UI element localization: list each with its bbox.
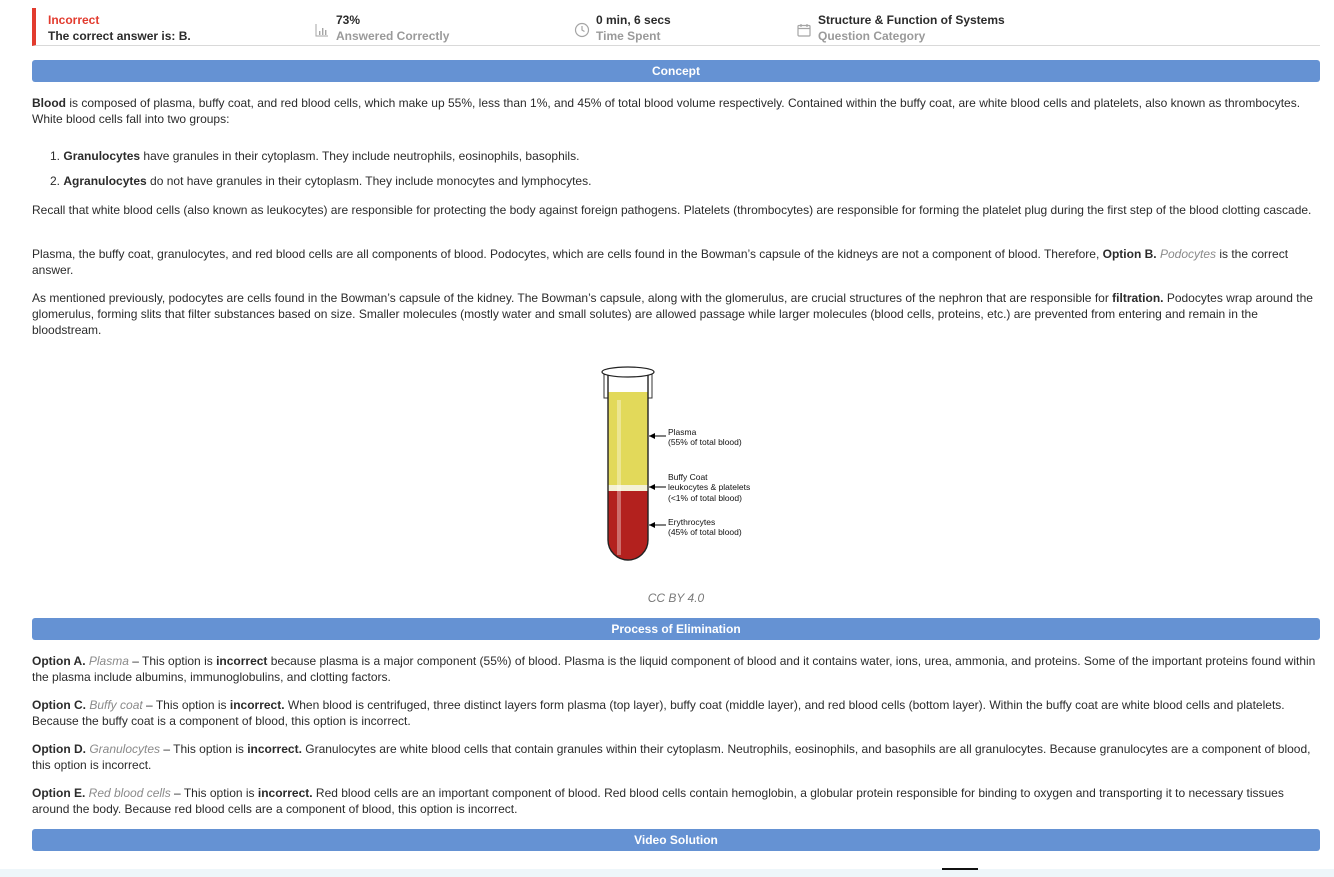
option-dash: – This option is [160, 742, 248, 756]
option-verdict: incorrect. [229, 698, 285, 712]
video-solution-header[interactable]: Video Solution [32, 829, 1320, 851]
option-dash: – This option is [170, 786, 258, 800]
concept-header: Concept [32, 60, 1320, 82]
option-label: Option E. [32, 786, 86, 800]
option-verdict: incorrect [216, 654, 268, 668]
option-text: When blood is centrifuged, three distinct layers form plasma (top layer), buffy coat (middle layer), and red blood cells (bottom layer). Within the buffy coat are white blood cells and platelets. Because the buffy coat is a component of blood, this option is incorrect. [32, 698, 1285, 728]
option-b-term: Option B. [1102, 247, 1157, 261]
result-stats-bar [32, 8, 1320, 46]
list-number: 2. [50, 174, 61, 188]
plasma-layer [608, 392, 648, 485]
list-number: 1. [50, 149, 61, 163]
correct-answer-text: The correct answer is: B. [48, 29, 191, 43]
option-dash: – This option is [128, 654, 217, 668]
clock-icon [574, 22, 590, 38]
option-label: Option A. [32, 654, 86, 668]
option-name: Buffy coat [86, 698, 143, 712]
option-text: Red blood cells are an important component of blood. Red blood cells contain hemoglobin, a globular protein responsible for binding to oxygen and transporting it to necessary tissues around the body. Because red blood cells are a component of blood, this option is incorrect. [32, 786, 1284, 816]
agranulocytes-term: Agranulocytes [63, 174, 147, 188]
option-label: Option D. [32, 742, 86, 756]
option-verdict: incorrect. [247, 742, 302, 756]
bottom-scroll-area [0, 869, 1334, 877]
tube-rim [602, 367, 654, 377]
concept-paragraph-1 [32, 95, 1320, 127]
option-dash: – This option is [142, 698, 230, 712]
blood-term: Blood [32, 96, 66, 110]
erythrocytes-label: Erythrocytes [668, 517, 716, 527]
option-text: because plasma is a major component (55%) of blood. Plasma is the liquid component of blood and it contains water, ions, urea, ammonia, and proteins. Some of the important proteins found within the plasma include albumins, immunoglobulins, and clotting factors. [32, 654, 1316, 684]
time-value: 0 min, 6 secs [596, 13, 671, 27]
list-item-agranulocytes [50, 173, 591, 189]
paragraph-text: is the correct answer. [32, 247, 1289, 277]
buffy-description: leukocytes & platelets [668, 482, 751, 492]
paragraph-text: As mentioned previously, podocytes are cells found in the Bowman’s capsule of the kidney. The Bowman’s capsule, along with the glomerulus, are crucial structures of the nephron that are responsible for [32, 291, 1113, 305]
pointer-arrowheads [649, 433, 655, 528]
result-label: Incorrect [48, 13, 100, 27]
erythrocyte-layer [608, 491, 648, 560]
plasma-label: Plasma [668, 427, 697, 437]
filtration-term: filtration. [1112, 291, 1164, 305]
option-verdict: incorrect. [257, 786, 313, 800]
paragraph-text: Podocytes wrap around the glomerulus, forming slits that filter substances based on size. Smaller molecules (mostly water and small solutes) are allowed passage while larger molecules (blood cells, proteins, etc.) are prevented from entering and remain in the bloodstream. [32, 291, 1313, 337]
percent-correct-stat [314, 12, 449, 44]
list-item-text: have granules in their cytoplasm. They include neutrophils, eosinophils, basophils. [140, 149, 580, 163]
elimination-header: Process of Elimination [32, 618, 1320, 640]
buffy-label: Buffy Coat [668, 472, 708, 482]
concept-paragraph-2: Recall that white blood cells (also known as leukocytes) are responsible for protecting the body against foreign pathogens. Platelets (thrombocytes) are responsible for forming the platelet plug during the first step of the blood clotting cascade. [32, 203, 1312, 217]
time-caption: Time Spent [596, 29, 661, 43]
list-item-granulocytes [50, 148, 579, 164]
time-spent-stat [574, 12, 671, 44]
paragraph-text: Plasma, the buffy coat, granulocytes, and red blood cells are all components of blood. Podocytes, which are cells found in the Bowman’s capsule of the kidneys are not a component of blood. Therefore, [32, 247, 1103, 261]
option-label: Option C. [32, 698, 86, 712]
option-e-explanation [32, 785, 1320, 817]
erythrocytes-percent: (45% of total blood) [668, 527, 742, 537]
concept-paragraph-3 [32, 246, 1320, 278]
percent-value: 73% [336, 13, 361, 27]
podocytes-term: Podocytes [1156, 247, 1217, 261]
buffy-coat-layer [608, 485, 648, 491]
plasma-percent: (55% of total blood) [668, 437, 742, 447]
option-d-explanation [32, 741, 1320, 773]
category-value: Structure & Function of Systems [818, 13, 1005, 27]
blood-test-tube-figure [590, 360, 770, 570]
bar-chart-icon [314, 22, 330, 38]
option-a-explanation [32, 653, 1320, 685]
option-name: Red blood cells [85, 786, 171, 800]
scroll-indicator[interactable] [942, 868, 978, 870]
figure-caption: CC BY 4.0 [647, 591, 705, 605]
option-c-explanation [32, 697, 1320, 729]
granulocytes-term: Granulocytes [63, 149, 141, 163]
option-name: Granulocytes [86, 742, 161, 756]
option-name: Plasma [85, 654, 129, 668]
result-status [48, 12, 191, 44]
question-category-stat [796, 12, 1005, 44]
option-text: Granulocytes are white blood cells that contain granules within their cytoplasm. Neutrophils, eosinophils, and basophils are all granulocytes. Because granulocytes are a component of blood, this option is incorrect. [32, 742, 1311, 772]
concept-paragraph-1-text: is composed of plasma, buffy coat, and red blood cells, which make up 55%, less than 1%, and 45% of total blood volume respectively. Contained within the buffy coat, are white blood cells and platelets, also known as thrombocytes. White blood cells fall into two groups: [32, 96, 1301, 126]
category-caption: Question Category [818, 29, 926, 43]
buffy-percent: (<1% of total blood) [668, 493, 742, 503]
list-item-text: do not have granules in their cytoplasm. They include monocytes and lymphocytes. [146, 174, 592, 188]
tube-glare [617, 400, 621, 555]
calendar-icon [796, 22, 812, 38]
percent-caption: Answered Correctly [336, 29, 450, 43]
concept-paragraph-4 [32, 290, 1320, 338]
